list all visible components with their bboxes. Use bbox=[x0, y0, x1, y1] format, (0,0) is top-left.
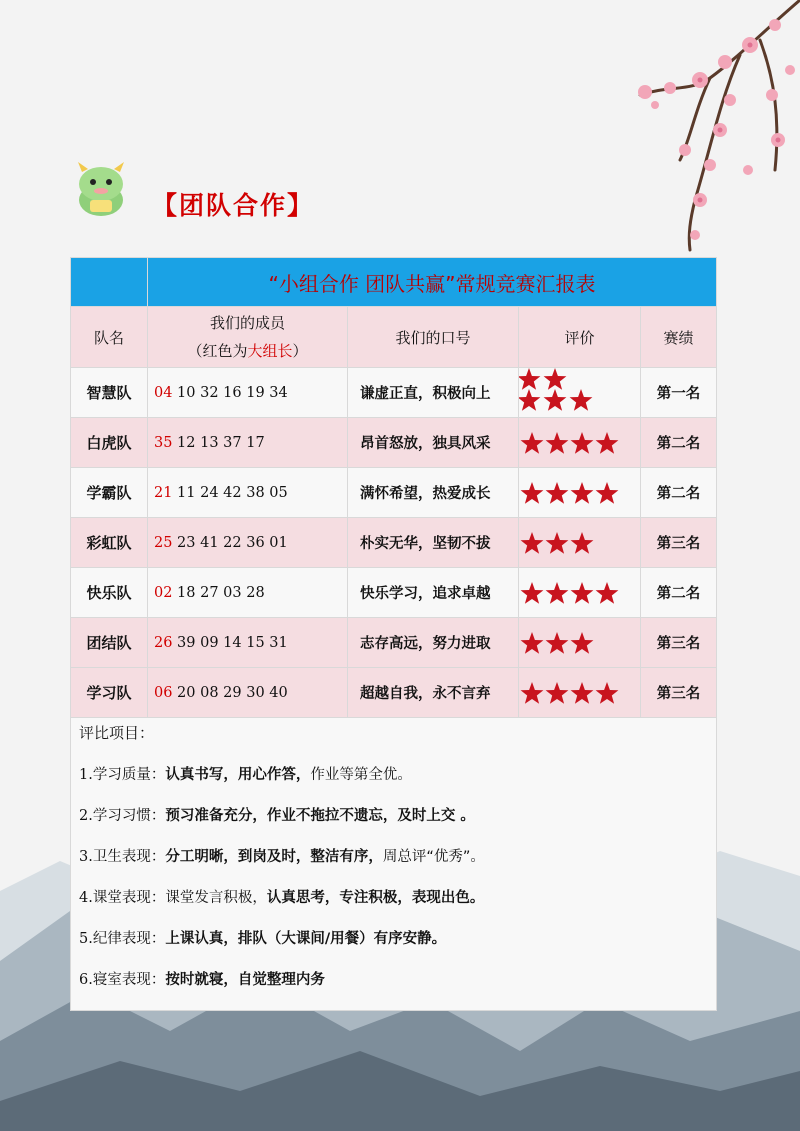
team-name: 彩虹队 bbox=[71, 518, 148, 568]
criteria-emphasis: 认真书写，用心作答， bbox=[165, 767, 311, 783]
star-rating-graphic bbox=[519, 418, 641, 467]
criteria-emphasis: 分工明晰，到岗及时，整洁有序， bbox=[165, 849, 383, 865]
member-numbers: 39 09 14 15 31 bbox=[172, 634, 288, 651]
star-icon bbox=[546, 682, 569, 704]
table-row bbox=[71, 668, 717, 718]
star-icon bbox=[546, 532, 569, 554]
star-rating-graphic bbox=[519, 618, 641, 667]
star-icon bbox=[521, 482, 544, 504]
star-icon bbox=[596, 582, 619, 604]
team-name: 白虎队 bbox=[71, 418, 148, 468]
criteria-number: 5. bbox=[79, 931, 93, 947]
group-leader-number: 06 bbox=[154, 684, 173, 701]
team-members bbox=[148, 668, 348, 718]
criteria-label: 纪律表现： bbox=[92, 931, 166, 947]
group-leader-number: 25 bbox=[154, 534, 173, 551]
team-members bbox=[148, 418, 348, 468]
star-rating bbox=[519, 418, 641, 468]
table-title: “小组合作 团队共赢”常规竞赛汇报表 bbox=[148, 258, 717, 307]
team-rank: 第二名 bbox=[641, 468, 717, 518]
criteria-section bbox=[71, 718, 717, 1011]
section-title: 【团队合作】 bbox=[152, 191, 315, 220]
criteria-rest: 作业等第全优。 bbox=[310, 767, 412, 783]
star-icon bbox=[571, 432, 594, 454]
table-header-row bbox=[71, 307, 717, 368]
member-numbers: 18 27 03 28 bbox=[172, 584, 265, 601]
star-icon bbox=[546, 632, 569, 654]
header-members-line2 bbox=[148, 337, 347, 365]
star-icon bbox=[571, 482, 594, 504]
criteria-item bbox=[79, 804, 716, 825]
criteria-number: 2. bbox=[79, 808, 93, 824]
team-rank: 第二名 bbox=[641, 568, 717, 618]
table-row bbox=[71, 418, 717, 468]
member-numbers: 11 24 42 38 05 bbox=[172, 484, 288, 501]
star-icon bbox=[546, 432, 569, 454]
star-icon bbox=[596, 482, 619, 504]
team-name: 团结队 bbox=[71, 618, 148, 668]
group-leader-number: 35 bbox=[154, 434, 173, 451]
header-members bbox=[148, 307, 348, 368]
star-icon bbox=[546, 482, 569, 504]
star-icon bbox=[571, 532, 594, 554]
table-row bbox=[71, 518, 717, 568]
star-icon bbox=[546, 582, 569, 604]
star-rating bbox=[519, 518, 641, 568]
dragon-mascot-icon bbox=[68, 160, 134, 218]
header-members-line1: 我们的成员 bbox=[209, 314, 285, 332]
criteria-emphasis: 认真思考，专注积极，表现出色。 bbox=[266, 890, 485, 906]
team-rank: 第一名 bbox=[641, 368, 717, 418]
header-rating: 评价 bbox=[519, 307, 641, 368]
team-members bbox=[148, 568, 348, 618]
criteria-emphasis: 按时就寝，自觉整理内务 bbox=[165, 972, 325, 988]
star-rating bbox=[519, 368, 641, 418]
criteria-item bbox=[79, 886, 716, 907]
criteria-label: 课堂表现：课堂发言积极， bbox=[92, 890, 267, 906]
team-motto: 谦虚正直，积极向上 bbox=[348, 368, 519, 418]
group-leader-number: 26 bbox=[154, 634, 173, 651]
team-name: 学霸队 bbox=[71, 468, 148, 518]
star-icon bbox=[571, 632, 594, 654]
star-rating bbox=[519, 668, 641, 718]
criteria-item bbox=[79, 927, 716, 948]
criteria-label: 学习习惯： bbox=[92, 808, 166, 824]
criteria-number: 4. bbox=[79, 890, 93, 906]
star-icon bbox=[571, 582, 594, 604]
team-motto: 满怀希望，热爱成长 bbox=[348, 468, 519, 518]
star-rating bbox=[519, 618, 641, 668]
star-rating-graphic bbox=[519, 668, 641, 717]
criteria-row bbox=[71, 718, 717, 1011]
table-row bbox=[71, 468, 717, 518]
star-icon bbox=[521, 632, 544, 654]
competition-report-table bbox=[70, 257, 717, 1011]
team-motto: 快乐学习，追求卓越 bbox=[348, 568, 519, 618]
group-leader-number: 21 bbox=[154, 484, 173, 501]
criteria-number: 1. bbox=[79, 767, 93, 783]
criteria-label: 寝室表现： bbox=[92, 972, 166, 988]
header-members-note-pre: （红色为 bbox=[187, 342, 248, 360]
criteria-emphasis: 上课认真，排队（大课间/用餐）有序安静。 bbox=[165, 931, 447, 947]
member-numbers: 10 32 16 19 34 bbox=[172, 384, 288, 401]
star-icon bbox=[544, 368, 567, 390]
team-motto: 志存高远，努力进取 bbox=[348, 618, 519, 668]
criteria-item bbox=[79, 763, 716, 784]
team-rank: 第三名 bbox=[641, 618, 717, 668]
plum-blossom-decoration bbox=[560, 0, 800, 260]
criteria-label: 卫生表现： bbox=[92, 849, 166, 865]
team-members bbox=[148, 368, 348, 418]
team-members bbox=[148, 618, 348, 668]
criteria-label: 学习质量： bbox=[92, 767, 166, 783]
header-team: 队名 bbox=[71, 307, 148, 368]
table-row bbox=[71, 368, 717, 418]
team-name: 快乐队 bbox=[71, 568, 148, 618]
member-numbers: 12 13 37 17 bbox=[172, 434, 265, 451]
header-motto: 我们的口号 bbox=[348, 307, 519, 368]
star-icon bbox=[571, 682, 594, 704]
team-name: 智慧队 bbox=[71, 368, 148, 418]
star-icon bbox=[596, 682, 619, 704]
team-motto: 超越自我，永不言弃 bbox=[348, 668, 519, 718]
criteria-emphasis: 预习准备充分，作业不拖拉不遗忘，及时上交 。 bbox=[165, 808, 475, 824]
star-icon bbox=[521, 682, 544, 704]
team-motto: 朴实无华，坚韧不拔 bbox=[348, 518, 519, 568]
star-rating-graphic bbox=[519, 468, 641, 517]
table-title-row bbox=[71, 258, 717, 307]
member-numbers: 20 08 29 30 40 bbox=[172, 684, 288, 701]
team-motto: 昂首怒放，独具风采 bbox=[348, 418, 519, 468]
star-icon bbox=[570, 389, 593, 411]
star-rating-graphic bbox=[519, 518, 641, 567]
group-leader-number: 02 bbox=[154, 584, 173, 601]
criteria-heading: 评比项目： bbox=[79, 724, 155, 742]
star-icon bbox=[519, 368, 540, 390]
team-rank: 第二名 bbox=[641, 418, 717, 468]
star-rating-graphic bbox=[519, 368, 641, 417]
criteria-number: 3. bbox=[79, 849, 93, 865]
star-icon bbox=[521, 532, 544, 554]
table-row bbox=[71, 568, 717, 618]
header-members-note-post: ） bbox=[292, 342, 308, 360]
team-rank: 第三名 bbox=[641, 518, 717, 568]
member-numbers: 23 41 22 36 01 bbox=[172, 534, 288, 551]
criteria-item bbox=[79, 968, 716, 989]
team-rank: 第三名 bbox=[641, 668, 717, 718]
criteria-number: 6. bbox=[79, 972, 93, 988]
criteria-item bbox=[79, 845, 716, 866]
group-leader-number: 04 bbox=[154, 384, 173, 401]
star-icon bbox=[544, 389, 567, 411]
star-icon bbox=[596, 432, 619, 454]
star-rating bbox=[519, 468, 641, 518]
header-result: 赛绩 bbox=[641, 307, 717, 368]
header-members-note-red: 大组长 bbox=[247, 342, 293, 360]
team-members bbox=[148, 518, 348, 568]
star-icon bbox=[519, 389, 540, 411]
star-icon bbox=[521, 432, 544, 454]
star-rating-graphic bbox=[519, 568, 641, 617]
table-row bbox=[71, 618, 717, 668]
criteria-rest: 周总评“优秀”。 bbox=[382, 849, 485, 865]
team-name: 学习队 bbox=[71, 668, 148, 718]
star-rating bbox=[519, 568, 641, 618]
star-icon bbox=[521, 582, 544, 604]
team-members bbox=[148, 468, 348, 518]
